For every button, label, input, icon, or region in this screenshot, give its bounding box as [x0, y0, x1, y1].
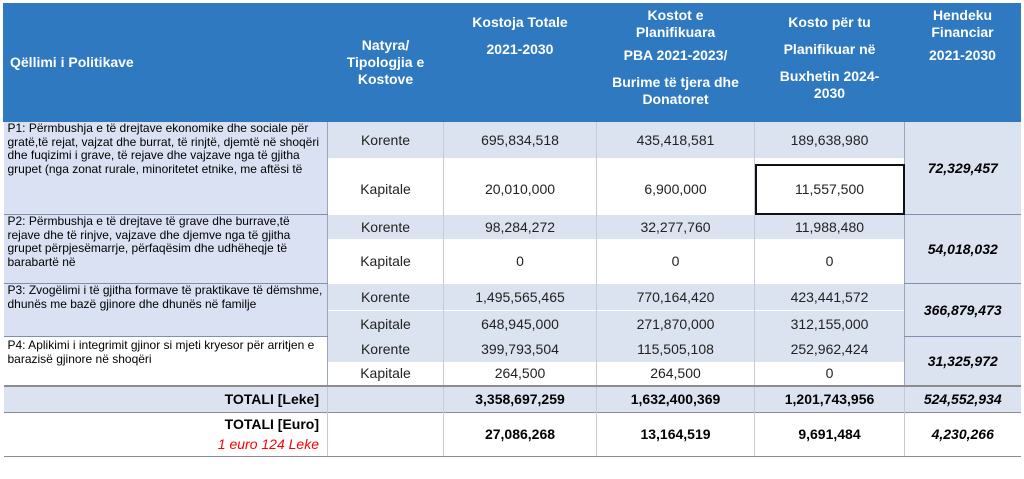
pba-cost-value: 32,277,760 — [597, 215, 755, 239]
totals-euro-label-cell — [4, 412, 328, 456]
header-financial-gap: Hendeku Financiar 2021-2030 — [905, 4, 1021, 122]
budget-cost-value: 423,441,572 — [755, 284, 905, 311]
total-cost-value: 1,495,565,465 — [444, 284, 597, 311]
totals-euro-pba: 13,164,519 — [597, 412, 755, 456]
total-cost-value: 20,010,000 — [444, 164, 597, 215]
totals-leke-row — [4, 386, 1021, 412]
policy-p1-gap: 72,329,457 — [905, 122, 1021, 215]
totals-euro-total: 27,086,268 — [444, 412, 597, 456]
table-row — [4, 215, 1021, 239]
header-total-cost: Kostoja Totale 2021-2030 — [444, 4, 597, 122]
policy-p4-gap: 31,325,972 — [905, 337, 1021, 387]
exchange-rate-note: 1 euro 124 Leke — [217, 436, 319, 452]
cost-type: Korente — [328, 337, 444, 362]
pba-cost-value: 435,418,581 — [597, 122, 755, 158]
pba-cost-value: 6,900,000 — [597, 164, 755, 215]
budget-cost-value: 11,988,480 — [755, 215, 905, 239]
header-nature: Natyra/ Tipologjia e Kostove — [328, 4, 444, 122]
cost-type: Korente — [328, 122, 444, 158]
cost-type: Korente — [328, 284, 444, 311]
table-row — [4, 284, 1021, 311]
total-cost-value: 264,500 — [444, 362, 597, 386]
pba-cost-value: 770,164,420 — [597, 284, 755, 311]
total-cost-value: 695,834,518 — [444, 122, 597, 158]
cost-type: Kapitale — [328, 239, 444, 284]
cost-type: Kapitale — [328, 362, 444, 386]
total-cost-value: 399,793,504 — [444, 337, 597, 362]
policy-p2-gap: 54,018,032 — [905, 215, 1021, 284]
header-goal: Qëllimi i Politikave — [4, 4, 328, 122]
budget-cost-value: 0 — [755, 239, 905, 284]
pba-cost-value: 115,505,108 — [597, 337, 755, 362]
policy-p1-description: P1: Përmbushja e të drejtave ekonomike dhe sociale për gratë,të rejat, vajzat dhe burrat, të rinjtë, djemtë në shoqëri dhe fuqizimi i grave, të rejave dhe vajzave nga të gjitha grupet (nga zonat rurale, minoritetet etnike, me aftësi të — [4, 122, 328, 215]
total-cost-value: 0 — [444, 239, 597, 284]
header-budget-plan: Kosto për tu Planifikuar në Buxhetin 2024- 2030 — [755, 4, 905, 122]
header-row — [4, 4, 1021, 122]
cost-table-container — [3, 3, 1020, 475]
totals-euro-type — [328, 412, 444, 456]
totals-euro-row — [4, 412, 1021, 456]
cost-type: Kapitale — [328, 310, 444, 337]
totals-euro-label: TOTALI [Euro] — [224, 416, 319, 432]
policy-p3-description: P3: Zvogëlimi i të gjitha formave të praktikave të dëmshme, dhunës me bazë gjinore dhe dhunës në familje — [4, 284, 328, 337]
totals-euro-gap: 4,230,266 — [905, 412, 1021, 456]
totals-leke-pba: 1,632,400,369 — [597, 386, 755, 412]
totals-euro-budget: 9,691,484 — [755, 412, 905, 456]
total-cost-value: 98,284,272 — [444, 215, 597, 239]
cost-type: Korente — [328, 215, 444, 239]
totals-leke-total: 3,358,697,259 — [444, 386, 597, 412]
total-cost-value: 648,945,000 — [444, 310, 597, 337]
budget-cost-value: 252,962,424 — [755, 337, 905, 362]
budget-cost-value: 189,638,980 — [755, 122, 905, 158]
pba-cost-value: 0 — [597, 239, 755, 284]
cost-type: Kapitale — [328, 164, 444, 215]
table-row — [4, 122, 1021, 158]
totals-leke-type — [328, 386, 444, 412]
header-planned-pba: Kostot e Planifikuara PBA 2021-2023/ Burime të tjera dhe Donatoret — [597, 4, 755, 122]
pba-cost-value: 271,870,000 — [597, 310, 755, 337]
budget-cost-value: 312,155,000 — [755, 310, 905, 337]
policy-p3-gap: 366,879,473 — [905, 284, 1021, 337]
totals-leke-label: TOTALI [Leke] — [4, 386, 328, 412]
totals-leke-gap: 524,552,934 — [905, 386, 1021, 412]
policy-cost-table — [3, 3, 1021, 457]
policy-p2-description: P2: Përmbushja e të drejtave të grave dhe burrave,të rejave dhe të rinjve, vajzave dhe djemve nga të gjitha grupet përpjesëmarrje, përfaqësim dhe udhëheqje të barabartë në — [4, 215, 328, 284]
pba-cost-value: 264,500 — [597, 362, 755, 386]
budget-cost-value: 0 — [755, 362, 905, 386]
table-row — [4, 337, 1021, 362]
budget-cost-value-selected[interactable]: 11,557,500 — [755, 164, 905, 215]
policy-p4-description: P4: Aplikimi i integrimit gjinor si mjeti kryesor për arritjen e barazisë gjinore në shoqëri — [4, 337, 328, 387]
totals-leke-budget: 1,201,743,956 — [755, 386, 905, 412]
